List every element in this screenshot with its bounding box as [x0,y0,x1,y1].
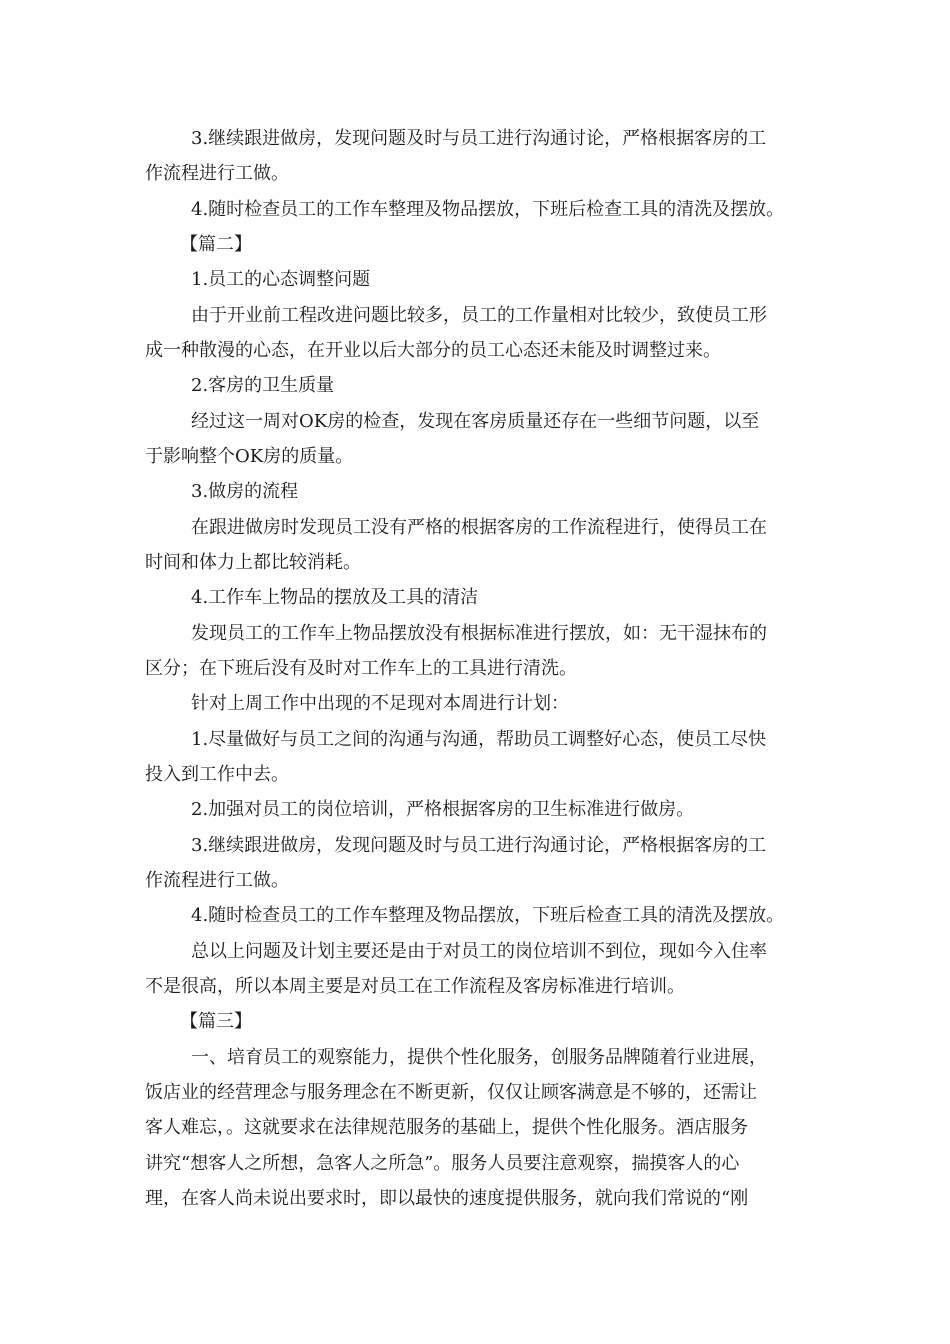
text-line: 饭店业的经营理念与服务理念在不断更新，仅仅让顾客满意是不够的，还需让 [145,1082,757,1103]
text-line: 客人难忘，。这就要求在法律规范服务的基础上，提供个性化服务。酒店服务 [145,1117,748,1138]
text-line: 4.工作车上物品的摆放及工具的清洁 [191,587,479,608]
text-line: 总以上问题及计划主要还是由于对员工的岗位培训不到位，现如今入住率 [191,941,767,962]
text-line: 3.继续跟进做房，发现问题及时与员工进行沟通讨论，严格根据客房的工 [191,128,767,149]
section-heading: 【篇三】 [180,1011,252,1032]
text-line: 一、培育员工的观察能力，提供个性化服务，创服务品牌随着行业进展， [191,1047,767,1068]
text-line: 发现员工的工作车上物品摆放没有根据标准进行摆放，如：无干湿抹布的 [191,623,767,644]
text-line: 作流程进行工做。 [145,163,289,184]
text-line: 作流程进行工做。 [145,870,289,891]
text-line: 时间和体力上都比较消耗。 [145,552,361,573]
text-line: 经过这一周对OK房的检查，发现在客房质量还存在一些细节问题，以至 [191,411,760,432]
text-line: 3.继续跟进做房，发现问题及时与员工进行沟通讨论，严格根据客房的工 [191,835,767,856]
text-line: 投入到工作中去。 [145,764,289,785]
text-line: 不是很高，所以本周主要是对员工在工作流程及客房标准进行培训。 [145,976,685,997]
text-line: 理，在客人尚未说出要求时，即以最快的速度提供服务，就向我们常说的“刚 [145,1188,749,1209]
text-line: 讲究“想客人之所想，急客人之所急”。服务人员要注意观察，揣摸客人的心 [145,1153,740,1174]
text-line: 2.客房的卫生质量 [191,375,335,396]
text-line: 4.随时检查员工的工作车整理及物品摆放，下班后检查工具的清洗及摆放。 [191,199,785,220]
text-line: 于影响整个OK房的质量。 [145,446,354,467]
text-line: 4.随时检查员工的工作车整理及物品摆放，下班后检查工具的清洗及摆放。 [191,905,785,926]
text-line: 针对上周工作中出现的不足现对本周进行计划： [191,693,569,714]
text-line: 3.做房的流程 [191,481,299,502]
text-line: 由于开业前工程改进问题比较多，员工的工作量相对比较少，致使员工形 [191,305,767,326]
text-line: 1.尽量做好与员工之间的沟通与沟通，帮助员工调整好心态，使员工尽快 [191,729,767,750]
text-line: 2.加强对员工的岗位培训，严格根据客房的卫生标准进行做房。 [191,799,695,820]
section-heading: 【篇二】 [180,234,252,255]
text-line: 区分；在下班后没有及时对工作车上的工具进行清洗。 [145,658,577,679]
text-line: 1.员工的心态调整问题 [191,269,371,290]
text-line: 在跟进做房时发现员工没有严格的根据客房的工作流程进行，使得员工在 [191,517,767,538]
text-line: 成一种散漫的心态，在开业以后大部分的员工心态还未能及时调整过来。 [145,340,721,361]
